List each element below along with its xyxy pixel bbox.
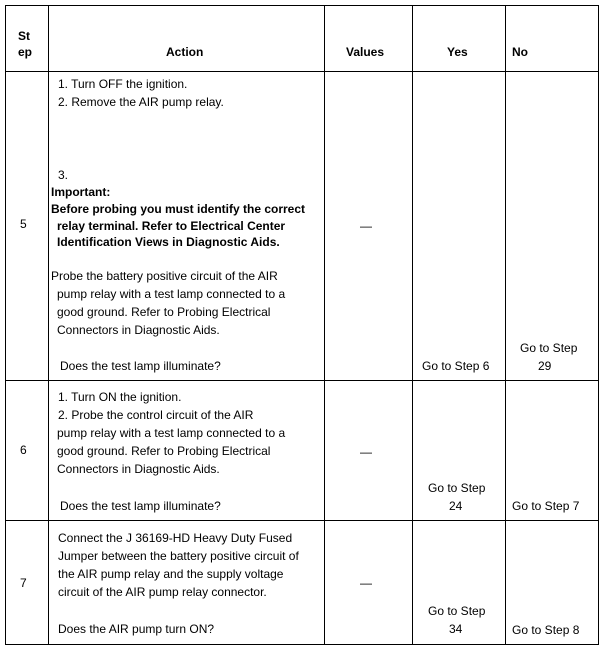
header-no: No [512, 45, 528, 59]
action-line: pump relay with a test lamp connected to a [57, 287, 286, 301]
action-line: the AIR pump relay and the supply voltage [58, 567, 284, 581]
column-divider [324, 5, 325, 645]
value-dash: — [360, 445, 372, 459]
action-line: Connect the J 36169-HD Heavy Duty Fused [58, 531, 293, 545]
action-question: Does the AIR pump turn ON? [58, 622, 215, 636]
action-line: 1. Turn ON the ignition. [58, 390, 182, 404]
step-number: 6 [20, 443, 27, 457]
header-step-line2: ep [18, 45, 33, 59]
column-divider [505, 5, 506, 645]
important-label: Important: [51, 185, 111, 199]
action-line: Jumper between the battery positive circuit of [58, 549, 299, 563]
important-text: Identification Views in Diagnostic Aids. [57, 235, 280, 249]
action-line: Connectors in Diagnostic Aids. [57, 462, 220, 476]
yes-outcome: 34 [449, 622, 463, 636]
step-number: 5 [20, 217, 27, 231]
action-line: Connectors in Diagnostic Aids. [57, 323, 220, 337]
yes-outcome: Go to Step [428, 481, 486, 495]
action-line: Probe the battery positive circuit of the AIR [51, 269, 278, 283]
action-line: good ground. Refer to Probing Electrical [57, 305, 271, 319]
value-dash: — [360, 576, 372, 590]
action-question: Does the test lamp illuminate? [60, 499, 221, 513]
yes-outcome: Go to Step 6 [422, 359, 490, 373]
header-action: Action [166, 45, 204, 59]
table-border-top [5, 5, 599, 6]
no-outcome: 29 [538, 359, 552, 373]
action-line: 2. Probe the control circuit of the AIR [58, 408, 254, 422]
no-outcome: Go to Step [520, 341, 578, 355]
action-line: pump relay with a test lamp connected to a [57, 426, 286, 440]
header-values: Values [346, 45, 385, 59]
table-border-bottom [5, 644, 599, 645]
row-divider [5, 520, 599, 521]
yes-outcome: 24 [449, 499, 463, 513]
table-border-right [598, 5, 599, 645]
no-outcome: Go to Step 7 [512, 499, 580, 513]
step-number: 7 [20, 576, 27, 590]
table-border-left [5, 5, 6, 645]
column-divider [48, 5, 49, 645]
header-divider [5, 71, 599, 72]
column-divider [412, 5, 413, 645]
header-yes: Yes [447, 45, 468, 59]
no-outcome: Go to Step 8 [512, 623, 580, 637]
action-line: circuit of the AIR pump relay connector. [58, 585, 267, 599]
yes-outcome: Go to Step [428, 604, 486, 618]
action-line: 3. [58, 168, 69, 182]
important-text: relay terminal. Refer to Electrical Center [57, 219, 286, 233]
action-line: 2. Remove the AIR pump relay. [58, 95, 224, 109]
action-question: Does the test lamp illuminate? [60, 359, 221, 373]
row-divider [5, 380, 599, 381]
header-step-line1: St [18, 29, 30, 43]
action-line: good ground. Refer to Probing Electrical [57, 444, 271, 458]
value-dash: — [360, 219, 372, 233]
important-text: Before probing you must identify the correct [51, 202, 306, 216]
action-line: 1. Turn OFF the ignition. [58, 77, 188, 91]
